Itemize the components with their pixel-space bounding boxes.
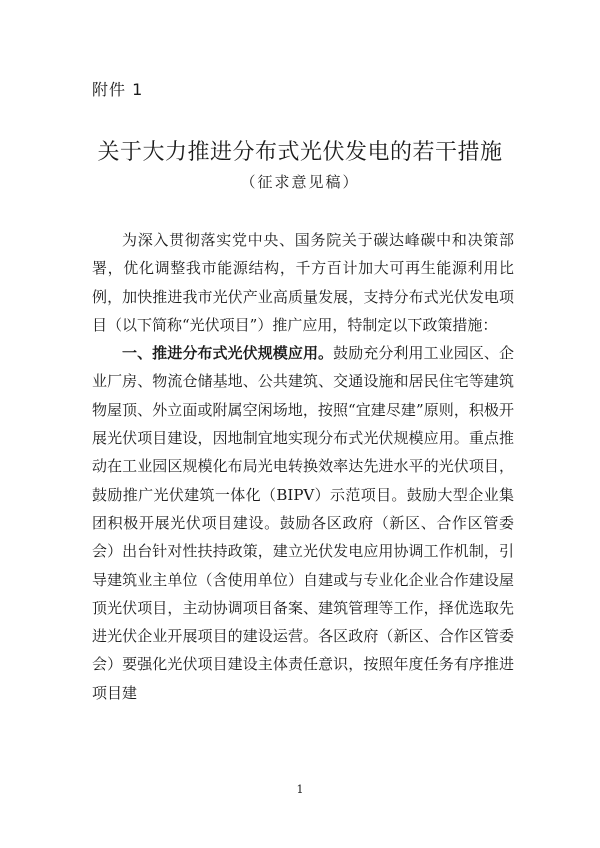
intro-paragraph: 为深入贯彻落实党中央、国务院关于碳达峰碳中和决策部署，优化调整我市能源结构，千方百计加大可再生能源利用比例，加快推进我市光伏产业高质量发展，支持分布式光伏发电项目（以下简称“光伏项目”）推广应用，特制定以下政策措施：	[92, 231, 514, 334]
section-1-body: 鼓励充分利用工业园区、企业厂房、物流仓储基地、公共建筑、交通设施和居民住宅等建筑物屋顶、外立面或附属空闲场地，按照“宜建尽建”原则，积极开展光伏项目建设，因地制宜地实现分布式光伏规模应用。重点推动在工业园区规模化布局光电转换效率达先进水平的光伏项目，鼓励推广光伏建筑一体化（BIPV）示范项目。鼓励大型企业集团积极开展光伏项目建设。鼓励各区政府（新区、合作区管委会）出台针对性扶持政策，建立光伏发电应用协调工作机制，引导建筑业主单位（含使用单位）自建或与专业化企业合作建设屋顶光伏项目，主动协调项目备案、建筑管理等工作，择优选取先进光伏企业开展项目的建设运营。各区政府（新区、合作区管委会）要强化光伏项目建设主体责任意识，按照年度任务有序推进项目建	[92, 344, 514, 702]
document-body	[92, 226, 514, 707]
document-subtitle: （征求意见稿）	[240, 173, 360, 191]
document-title: 关于大力推进分布式光伏发电的若干措施	[97, 140, 503, 165]
section-1-paragraph	[92, 339, 514, 707]
section-1-heading: 一、推进分布式光伏规模应用。	[122, 344, 334, 363]
attachment-label: 附件 1	[92, 80, 144, 99]
page-number: 1	[296, 783, 304, 796]
